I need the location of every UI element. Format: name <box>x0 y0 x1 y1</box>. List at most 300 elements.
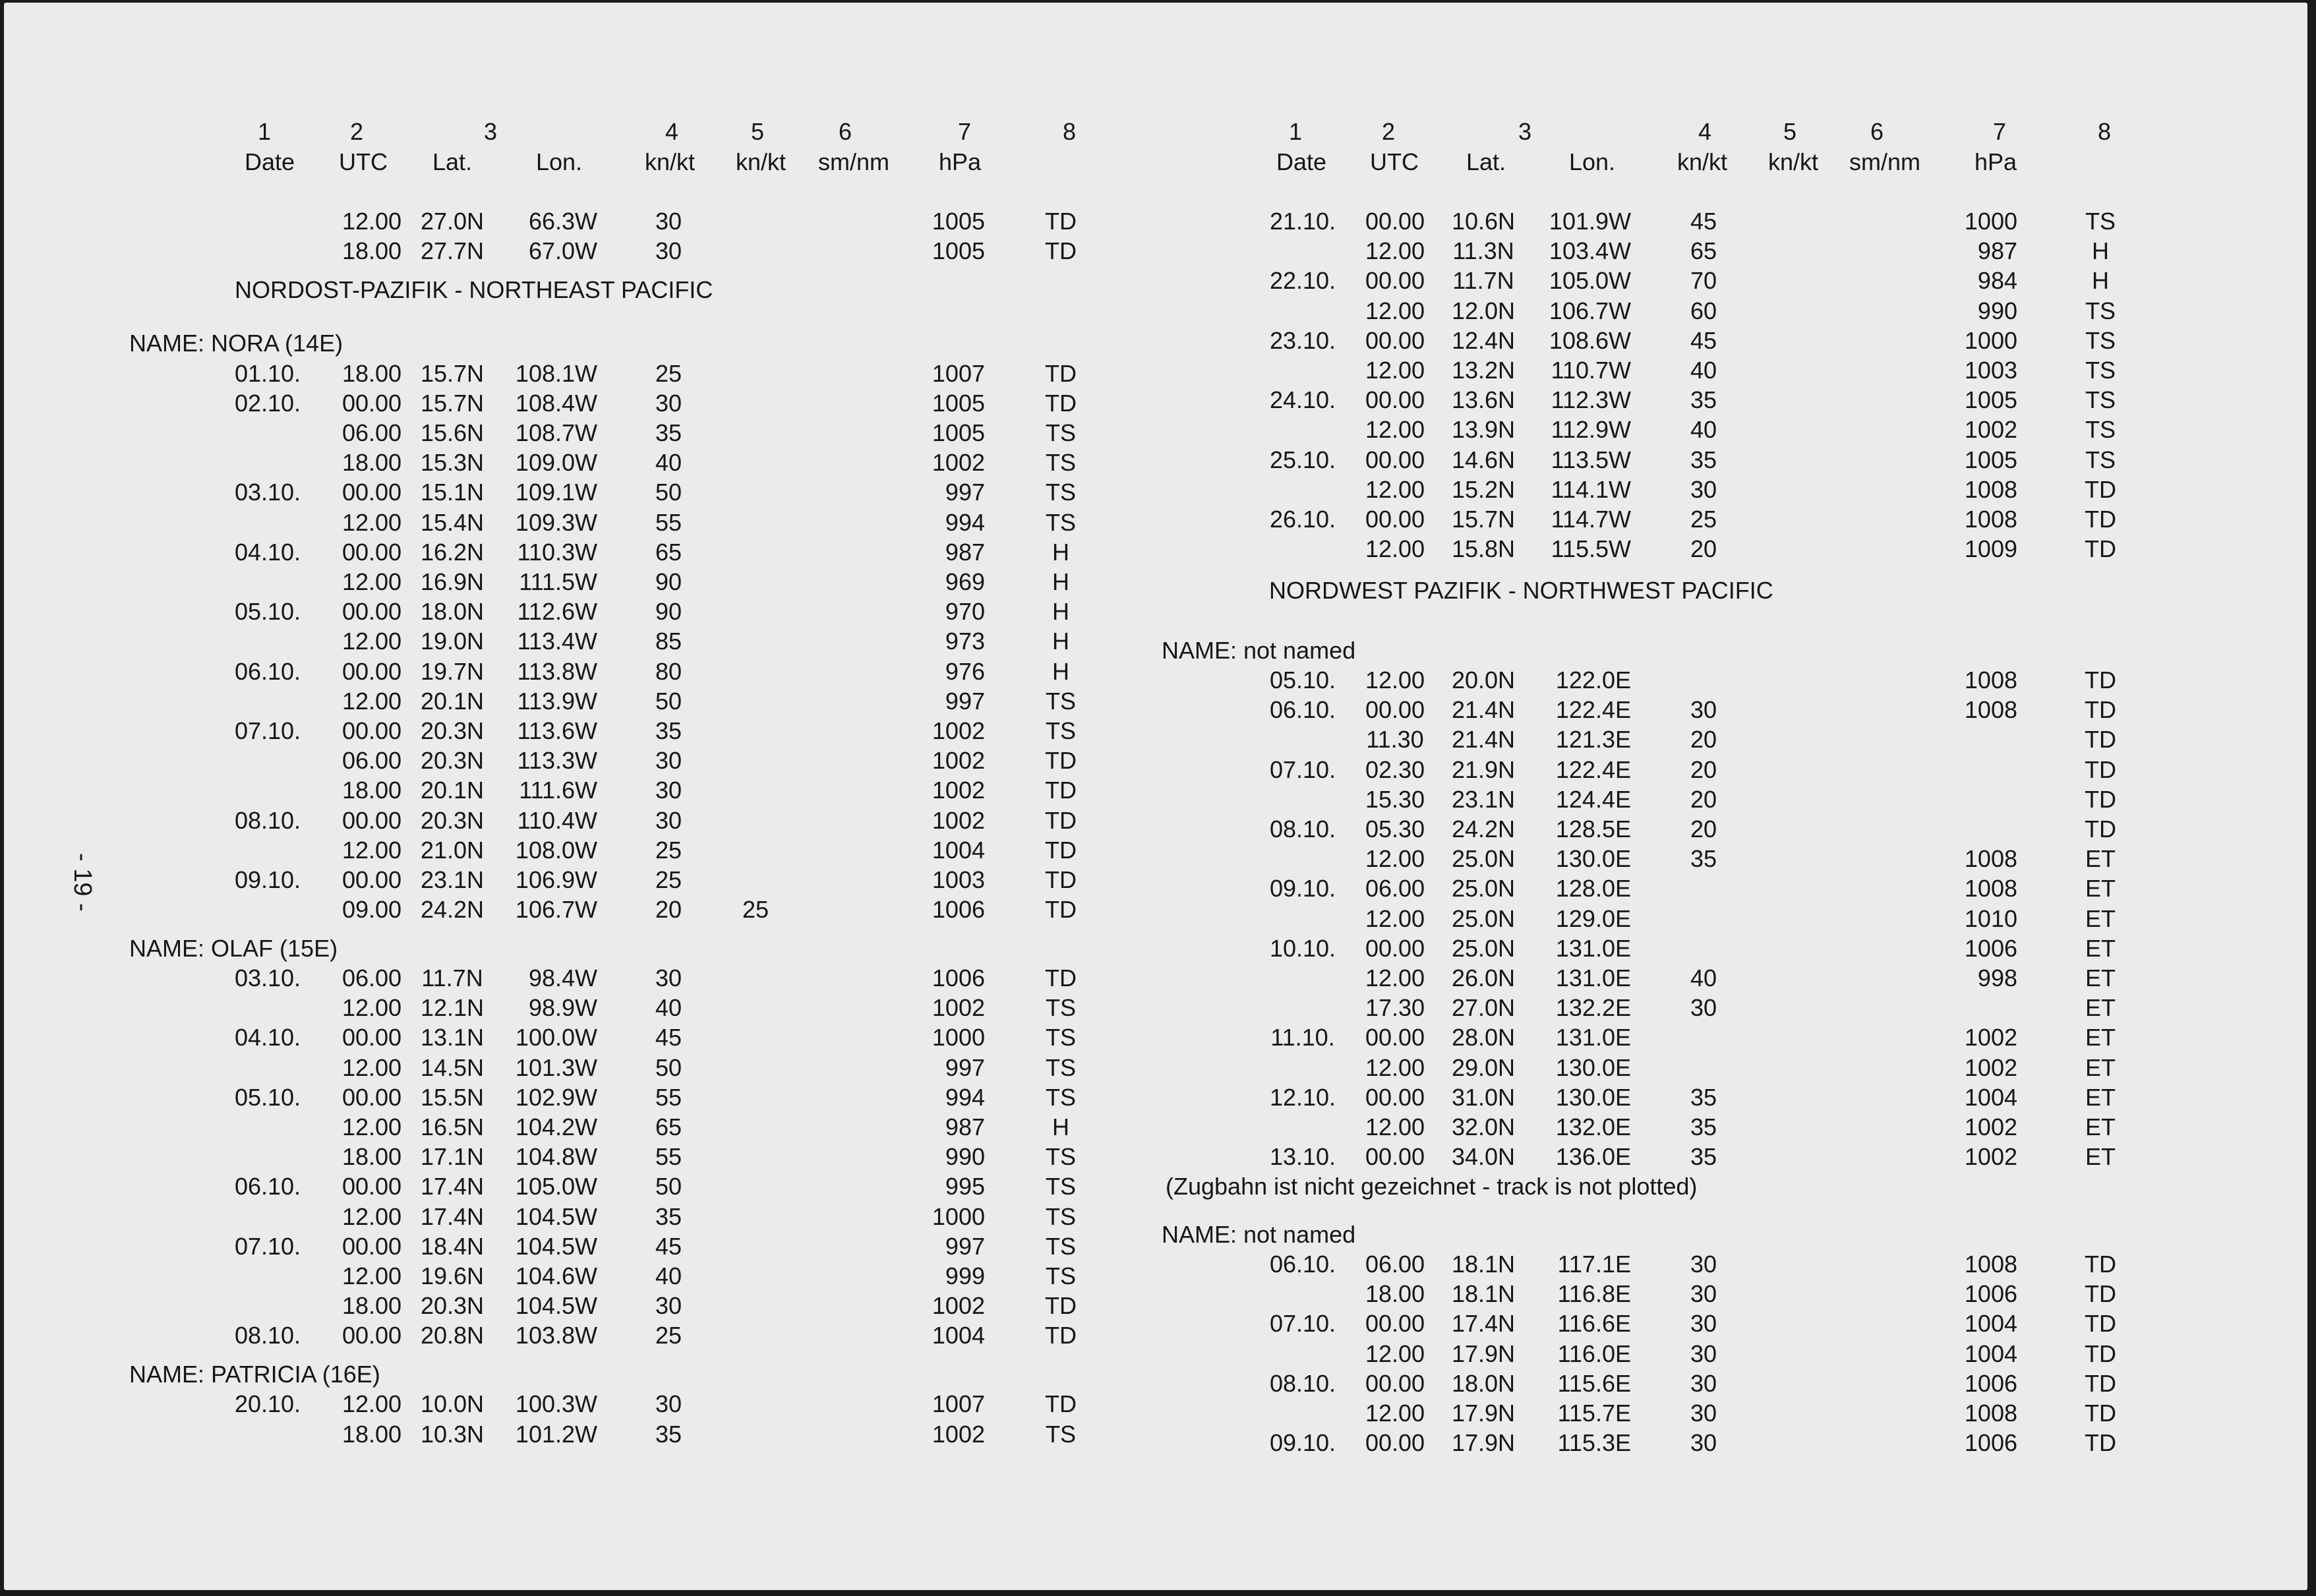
date-cell: 06.10. <box>234 1173 301 1200</box>
utc-cell: 12.00 <box>1365 1113 1425 1141</box>
pressure-hpa-cell: 1002 <box>1964 416 2017 444</box>
longitude-cell: 110.3W <box>517 538 597 566</box>
pressure-hpa-cell: 1002 <box>932 777 985 804</box>
wind-kt-cell: 25 <box>655 1322 682 1349</box>
longitude-cell: 115.7E <box>1557 1400 1631 1427</box>
longitude-cell: 66.3W <box>528 208 597 235</box>
storm-class-cell: TD <box>1045 359 1077 387</box>
storm-class-cell: TD <box>2085 475 2116 503</box>
wind-kt-cell: 50 <box>655 1053 682 1081</box>
pressure-hpa-cell: 1008 <box>1964 845 2017 873</box>
latitude-cell: 15.2N <box>1451 475 1516 503</box>
latitude-cell: 20.3N <box>420 806 485 834</box>
utc-cell: 06.00 <box>341 964 402 992</box>
utc-cell: 00.00 <box>341 1232 402 1260</box>
wind-kt-cell: 35 <box>1690 1113 1717 1141</box>
storm-class-cell: TD <box>2085 1251 2116 1278</box>
longitude-cell: 131.0E <box>1555 964 1631 992</box>
date-cell: 13.10. <box>1269 1143 1336 1171</box>
utc-cell: 00.00 <box>341 806 402 834</box>
wind-kt-cell: 45 <box>655 1024 682 1051</box>
region-heading: NORDWEST PAZIFIK - NORTHWEST PACIFIC <box>1269 577 1773 605</box>
longitude-cell: 104.5W <box>515 1292 597 1320</box>
date-cell: 08.10. <box>234 806 301 834</box>
pressure-hpa-cell: 1002 <box>1964 1024 2017 1051</box>
wind-kt-cell: 25 <box>655 836 682 864</box>
storm-class-cell: TD <box>1045 208 1077 235</box>
utc-cell: 18.00 <box>341 1143 402 1171</box>
column-number: 7 <box>1992 118 2007 145</box>
utc-cell: 00.00 <box>1365 386 1425 414</box>
longitude-cell: 116.0E <box>1557 1340 1631 1367</box>
storm-name-heading: NAME: not named <box>1162 636 1356 664</box>
pressure-hpa-cell: 1003 <box>932 866 985 893</box>
latitude-cell: 16.2N <box>420 538 485 566</box>
pressure-hpa-cell: 990 <box>1977 297 2017 324</box>
longitude-cell: 112.6W <box>517 598 597 626</box>
wind-kt-cell: 30 <box>655 1292 682 1320</box>
wind-kt-cell: 50 <box>655 1173 682 1200</box>
date-cell: 25.10. <box>1269 446 1336 473</box>
latitude-cell: 17.4N <box>420 1173 485 1200</box>
utc-cell: 00.00 <box>341 479 402 506</box>
storm-class-cell: TS <box>1045 1024 1077 1051</box>
utc-cell: 00.00 <box>341 389 402 417</box>
latitude-cell: 11.7N <box>421 964 483 992</box>
date-cell: 07.10. <box>234 717 301 744</box>
utc-cell: 12.00 <box>1365 357 1425 384</box>
storm-class-cell: TS <box>1045 1173 1077 1200</box>
utc-cell: 12.00 <box>1365 1053 1425 1081</box>
wind-kt-cell: 20 <box>1690 755 1717 783</box>
utc-cell: 00.00 <box>341 598 402 626</box>
latitude-cell: 17.4N <box>420 1202 485 1230</box>
storm-name-heading: NAME: not named <box>1162 1220 1356 1248</box>
pressure-hpa-cell: 1004 <box>932 1322 985 1349</box>
wind-kt-cell: 45 <box>655 1232 682 1260</box>
longitude-cell: 104.6W <box>515 1262 597 1290</box>
pressure-hpa-cell: 1006 <box>1964 1429 2017 1457</box>
latitude-cell: 15.8N <box>1451 535 1516 563</box>
wind-kt-cell: 25 <box>655 866 682 893</box>
longitude-cell: 104.5W <box>515 1232 597 1260</box>
date-cell: 04.10. <box>234 538 301 566</box>
storm-class-cell: ET <box>2085 845 2116 873</box>
latitude-cell: 17.9N <box>1451 1400 1516 1427</box>
latitude-cell: 19.6N <box>420 1262 485 1290</box>
pressure-hpa-cell: 1008 <box>1964 666 2017 694</box>
wind-kt-cell: 30 <box>1690 1429 1717 1457</box>
pressure-hpa-cell: 999 <box>945 1262 985 1290</box>
wind-kt-cell: 55 <box>655 1143 682 1171</box>
utc-cell: 12.00 <box>341 836 402 864</box>
utc-cell: 00.00 <box>341 1173 402 1200</box>
wind-kt-cell: 45 <box>1690 326 1717 354</box>
wind-kt-cell: 90 <box>655 568 682 595</box>
column-unit-label: kn/kt <box>644 148 696 175</box>
latitude-cell: 20.1N <box>420 687 485 715</box>
date-cell: 03.10. <box>234 964 301 992</box>
storm-class-cell: TD <box>2085 666 2116 694</box>
utc-cell: 00.00 <box>341 1024 402 1051</box>
wind-kt-cell: 35 <box>655 1202 682 1230</box>
latitude-cell: 18.0N <box>420 598 485 626</box>
column-unit-label: sm/nm <box>818 148 889 175</box>
storm-class-cell: TS <box>2085 326 2116 354</box>
storm-class-cell: ET <box>2085 904 2116 932</box>
wind-kt-cell: 30 <box>655 208 682 235</box>
longitude-cell: 98.9W <box>528 994 597 1022</box>
longitude-cell: 115.5W <box>1551 535 1631 563</box>
utc-cell: 12.00 <box>341 687 402 715</box>
wind-kt-cell: 35 <box>1690 845 1717 873</box>
latitude-cell: 23.1N <box>1451 785 1516 813</box>
date-cell: 07.10. <box>234 1232 301 1260</box>
utc-cell: 00.00 <box>1365 1369 1425 1397</box>
date-cell: 08.10. <box>234 1322 301 1349</box>
latitude-cell: 20.1N <box>420 777 485 804</box>
longitude-cell: 131.0E <box>1555 1024 1631 1051</box>
storm-class-cell: TS <box>1045 419 1077 446</box>
pressure-hpa-cell: 976 <box>945 657 985 685</box>
pressure-hpa-cell: 1004 <box>1964 1083 2017 1111</box>
longitude-cell: 128.5E <box>1555 815 1631 843</box>
utc-cell: 12.00 <box>341 508 402 536</box>
storm-class-cell: TS <box>1045 1202 1077 1230</box>
column-unit-label: Lon. <box>1568 148 1616 175</box>
pressure-hpa-cell: 1006 <box>932 896 985 924</box>
latitude-cell: 14.6N <box>1451 446 1516 473</box>
column-unit-label: UTC <box>339 148 388 175</box>
wind-kt-cell: 20 <box>1690 815 1717 843</box>
latitude-cell: 25.0N <box>1451 845 1516 873</box>
storm-class-cell: H <box>2092 237 2109 265</box>
date-cell: 22.10. <box>1269 267 1336 295</box>
wind-kt-cell: 30 <box>1690 1400 1717 1427</box>
longitude-cell: 109.0W <box>515 449 597 477</box>
storm-class-cell: TD <box>2085 535 2116 563</box>
pressure-hpa-cell: 1002 <box>932 449 985 477</box>
column-unit-label: Lat. <box>1466 148 1506 175</box>
date-cell: 03.10. <box>234 479 301 506</box>
wind-kt-cell: 30 <box>1690 475 1717 503</box>
utc-cell: 00.00 <box>1365 1429 1425 1457</box>
storm-class-cell: TS <box>2085 297 2116 324</box>
longitude-cell: 113.6W <box>517 717 597 744</box>
pressure-hpa-cell: 1004 <box>1964 1340 2017 1367</box>
column-unit-label: kn/kt <box>1677 148 1728 175</box>
longitude-cell: 108.4W <box>515 389 597 417</box>
storm-class-cell: ET <box>2085 1083 2116 1111</box>
longitude-cell: 122.4E <box>1555 696 1631 724</box>
column-number: 6 <box>838 118 852 145</box>
utc-cell: 12.00 <box>1365 845 1425 873</box>
wind-kt-cell: 40 <box>1690 964 1717 992</box>
column-unit-label: Lon. <box>535 148 583 175</box>
pressure-hpa-cell: 1008 <box>1964 475 2017 503</box>
latitude-cell: 24.2N <box>420 896 485 924</box>
latitude-cell: 12.4N <box>1451 326 1516 354</box>
wind-kt-cell: 35 <box>655 1420 682 1448</box>
longitude-cell: 113.9W <box>517 687 597 715</box>
wind-kt-cell: 20 <box>1690 785 1717 813</box>
longitude-cell: 113.4W <box>517 628 597 655</box>
latitude-cell: 12.1N <box>420 994 485 1022</box>
date-cell: 23.10. <box>1269 326 1336 354</box>
column-number: 2 <box>349 118 364 145</box>
column-number: 1 <box>257 118 272 145</box>
wind-kt-cell: 50 <box>655 479 682 506</box>
pressure-hpa-cell: 1000 <box>932 1202 985 1230</box>
longitude-cell: 130.0E <box>1555 1083 1631 1111</box>
utc-cell: 00.00 <box>1365 208 1425 235</box>
utc-cell: 00.00 <box>341 1322 402 1349</box>
longitude-cell: 104.8W <box>515 1143 597 1171</box>
longitude-cell: 102.9W <box>515 1083 597 1111</box>
latitude-cell: 17.1N <box>420 1143 485 1171</box>
wind-kt-cell: 30 <box>655 237 682 265</box>
column-number: 5 <box>750 118 765 145</box>
utc-cell: 12.00 <box>341 1262 402 1290</box>
storm-class-cell: TS <box>2085 416 2116 444</box>
storm-class-cell: TD <box>1045 806 1077 834</box>
wind-kt-cell: 30 <box>655 389 682 417</box>
wind-kt-cell: 55 <box>655 1083 682 1111</box>
longitude-cell: 101.9W <box>1549 208 1631 235</box>
date-cell: 05.10. <box>1269 666 1336 694</box>
longitude-cell: 109.1W <box>515 479 597 506</box>
utc-cell: 00.00 <box>341 1083 402 1111</box>
utc-cell: 09.00 <box>341 896 402 924</box>
longitude-cell: 113.3W <box>517 747 597 775</box>
longitude-cell: 109.3W <box>515 508 597 536</box>
latitude-cell: 21.0N <box>420 836 485 864</box>
date-cell: 09.10. <box>1269 875 1336 902</box>
latitude-cell: 27.0N <box>1451 994 1516 1022</box>
storm-class-cell: TS <box>2085 446 2116 473</box>
storm-class-cell: ET <box>2085 964 2116 992</box>
storm-class-cell: H <box>1052 628 1069 655</box>
wind-kt-cell: 65 <box>655 538 682 566</box>
page-number: - 19 - <box>69 853 96 912</box>
date-cell: 06.10. <box>1269 1251 1336 1278</box>
storm-class-cell: H <box>1052 598 1069 626</box>
storm-class-cell: TS <box>1045 1232 1077 1260</box>
utc-cell: 12.00 <box>1365 416 1425 444</box>
longitude-cell: 116.8E <box>1557 1280 1631 1308</box>
wind-kt-cell: 30 <box>1690 1310 1717 1338</box>
storm-class-cell: TD <box>1045 866 1077 893</box>
utc-cell: 00.00 <box>1365 1310 1425 1338</box>
latitude-cell: 14.5N <box>420 1053 485 1081</box>
latitude-cell: 15.7N <box>420 359 485 387</box>
pressure-hpa-cell: 994 <box>945 1083 985 1111</box>
latitude-cell: 13.6N <box>1451 386 1516 414</box>
latitude-cell: 25.0N <box>1451 934 1516 962</box>
wind-kt-cell: 55 <box>655 508 682 536</box>
longitude-cell: 108.7W <box>515 419 597 446</box>
column-number: 3 <box>1518 118 1532 145</box>
date-cell: 11.10. <box>1270 1024 1335 1051</box>
pressure-hpa-cell: 1005 <box>932 208 985 235</box>
longitude-cell: 121.3E <box>1555 726 1631 754</box>
utc-cell: 06.00 <box>1365 1251 1425 1278</box>
wind-kt-cell: 35 <box>655 717 682 744</box>
longitude-cell: 112.9W <box>1551 416 1631 444</box>
storm-class-cell: TD <box>1045 1322 1077 1349</box>
longitude-cell: 116.6E <box>1557 1310 1631 1338</box>
longitude-cell: 106.7W <box>515 896 597 924</box>
pressure-hpa-cell: 1002 <box>1964 1053 2017 1081</box>
utc-cell: 18.00 <box>341 777 402 804</box>
pressure-hpa-cell: 1006 <box>932 964 985 992</box>
pressure-hpa-cell: 1008 <box>1964 696 2017 724</box>
wind-kt-cell: 80 <box>655 657 682 685</box>
utc-cell: 12.00 <box>341 1113 402 1141</box>
longitude-cell: 106.7W <box>1549 297 1631 324</box>
date-cell: 08.10. <box>1269 1369 1336 1397</box>
latitude-cell: 12.0N <box>1451 297 1516 324</box>
storm-class-cell: ET <box>2085 1024 2116 1051</box>
utc-cell: 12.00 <box>341 568 402 595</box>
latitude-cell: 10.3N <box>420 1420 485 1448</box>
longitude-cell: 103.4W <box>1549 237 1631 265</box>
date-cell: 01.10. <box>234 359 301 387</box>
utc-cell: 12.00 <box>1365 237 1425 265</box>
utc-cell: 00.00 <box>1365 934 1425 962</box>
column-number: 1 <box>1288 118 1303 145</box>
scanned-page <box>4 3 2307 1590</box>
date-cell: 06.10. <box>1269 696 1336 724</box>
utc-cell: 00.00 <box>1365 696 1425 724</box>
storm-class-cell: ET <box>2085 875 2116 902</box>
pressure-hpa-cell: 1009 <box>1964 535 2017 563</box>
storm-class-cell: TD <box>1045 747 1077 775</box>
wind-kt-cell: 40 <box>655 994 682 1022</box>
pressure-hpa-cell: 1008 <box>1964 1251 2017 1278</box>
latitude-cell: 15.7N <box>420 389 485 417</box>
wind-kt-cell: 90 <box>655 598 682 626</box>
wind-kt-cell: 30 <box>655 1390 682 1418</box>
pressure-hpa-cell: 1002 <box>1964 1113 2017 1141</box>
pressure-hpa-cell: 1005 <box>932 237 985 265</box>
pressure-hpa-cell: 1002 <box>932 747 985 775</box>
utc-cell: 12.00 <box>341 1053 402 1081</box>
wind-kt-cell: 30 <box>655 777 682 804</box>
storm-class-cell: TS <box>1045 508 1077 536</box>
pressure-hpa-cell: 1005 <box>932 389 985 417</box>
latitude-cell: 17.9N <box>1451 1429 1516 1457</box>
longitude-cell: 104.2W <box>515 1113 597 1141</box>
utc-cell: 12.00 <box>341 208 402 235</box>
wind-kt-cell: 30 <box>1690 994 1717 1022</box>
utc-cell: 00.00 <box>341 866 402 893</box>
latitude-cell: 21.4N <box>1451 726 1516 754</box>
longitude-cell: 122.4E <box>1555 755 1631 783</box>
pressure-hpa-cell: 984 <box>1977 267 2017 295</box>
latitude-cell: 16.9N <box>420 568 485 595</box>
longitude-cell: 128.0E <box>1555 875 1631 902</box>
latitude-cell: 18.1N <box>1451 1280 1516 1308</box>
wind-kt-cell: 30 <box>655 964 682 992</box>
pressure-hpa-cell: 997 <box>945 687 985 715</box>
pressure-hpa-cell: 1002 <box>932 1292 985 1320</box>
storm-class-cell: ET <box>2085 1143 2116 1171</box>
pressure-hpa-cell: 1007 <box>932 1390 985 1418</box>
latitude-cell: 19.0N <box>420 628 485 655</box>
date-cell: 05.10. <box>234 598 301 626</box>
longitude-cell: 124.4E <box>1555 785 1631 813</box>
storm-class-cell: TD <box>2085 1369 2116 1397</box>
column-unit-label: hPa <box>938 148 982 175</box>
storm-class-cell: TS <box>1045 717 1077 744</box>
pressure-hpa-cell: 1000 <box>1964 208 2017 235</box>
storm-class-cell: TD <box>1045 777 1077 804</box>
utc-cell: 12.00 <box>1365 904 1425 932</box>
wind-kt-cell: 20 <box>655 896 682 924</box>
column-unit-label: UTC <box>1370 148 1419 175</box>
pressure-hpa-cell: 994 <box>945 508 985 536</box>
utc-cell: 18.00 <box>1365 1280 1425 1308</box>
latitude-cell: 23.1N <box>420 866 485 893</box>
latitude-cell: 16.5N <box>420 1113 485 1141</box>
wind-kt-cell: 30 <box>1690 696 1717 724</box>
longitude-cell: 130.0E <box>1555 1053 1631 1081</box>
pressure-hpa-cell: 987 <box>945 538 985 566</box>
utc-cell: 06.00 <box>341 747 402 775</box>
column-unit-label: kn/kt <box>735 148 787 175</box>
storm-class-cell: TD <box>1045 237 1077 265</box>
storm-class-cell: TD <box>1045 1292 1077 1320</box>
pressure-hpa-cell: 1000 <box>1964 326 2017 354</box>
latitude-cell: 15.5N <box>420 1083 485 1111</box>
latitude-cell: 26.0N <box>1451 964 1516 992</box>
latitude-cell: 13.1N <box>420 1024 485 1051</box>
pressure-hpa-cell: 1006 <box>1964 1280 2017 1308</box>
utc-cell: 00.00 <box>1365 506 1425 533</box>
gust-kt-cell: 25 <box>742 896 769 924</box>
latitude-cell: 15.3N <box>420 449 485 477</box>
latitude-cell: 20.3N <box>420 1292 485 1320</box>
longitude-cell: 110.4W <box>517 806 597 834</box>
column-unit-label: sm/nm <box>1849 148 1920 175</box>
longitude-cell: 108.6W <box>1549 326 1631 354</box>
storm-class-cell: ET <box>2085 934 2116 962</box>
storm-name-heading: NAME: OLAF (15E) <box>129 934 338 962</box>
utc-cell: 00.00 <box>1365 1024 1425 1051</box>
latitude-cell: 11.7N <box>1452 267 1514 295</box>
pressure-hpa-cell: 1002 <box>932 994 985 1022</box>
pressure-hpa-cell: 1002 <box>1964 1143 2017 1171</box>
storm-class-cell: H <box>1052 657 1069 685</box>
column-number: 2 <box>1381 118 1396 145</box>
wind-kt-cell: 40 <box>1690 357 1717 384</box>
wind-kt-cell: 60 <box>1690 297 1717 324</box>
column-number: 4 <box>1698 118 1712 145</box>
storm-class-cell: TD <box>2085 755 2116 783</box>
latitude-cell: 10.6N <box>1451 208 1516 235</box>
latitude-cell: 18.0N <box>1451 1369 1516 1397</box>
longitude-cell: 136.0E <box>1555 1143 1631 1171</box>
pressure-hpa-cell: 1006 <box>1964 934 2017 962</box>
longitude-cell: 100.0W <box>515 1024 597 1051</box>
storm-class-cell: TS <box>1045 1143 1077 1171</box>
utc-cell: 12.00 <box>341 994 402 1022</box>
wind-kt-cell: 35 <box>1690 446 1717 473</box>
longitude-cell: 100.3W <box>515 1390 597 1418</box>
storm-class-cell: H <box>1052 1113 1069 1141</box>
date-cell: 07.10. <box>1269 1310 1336 1338</box>
